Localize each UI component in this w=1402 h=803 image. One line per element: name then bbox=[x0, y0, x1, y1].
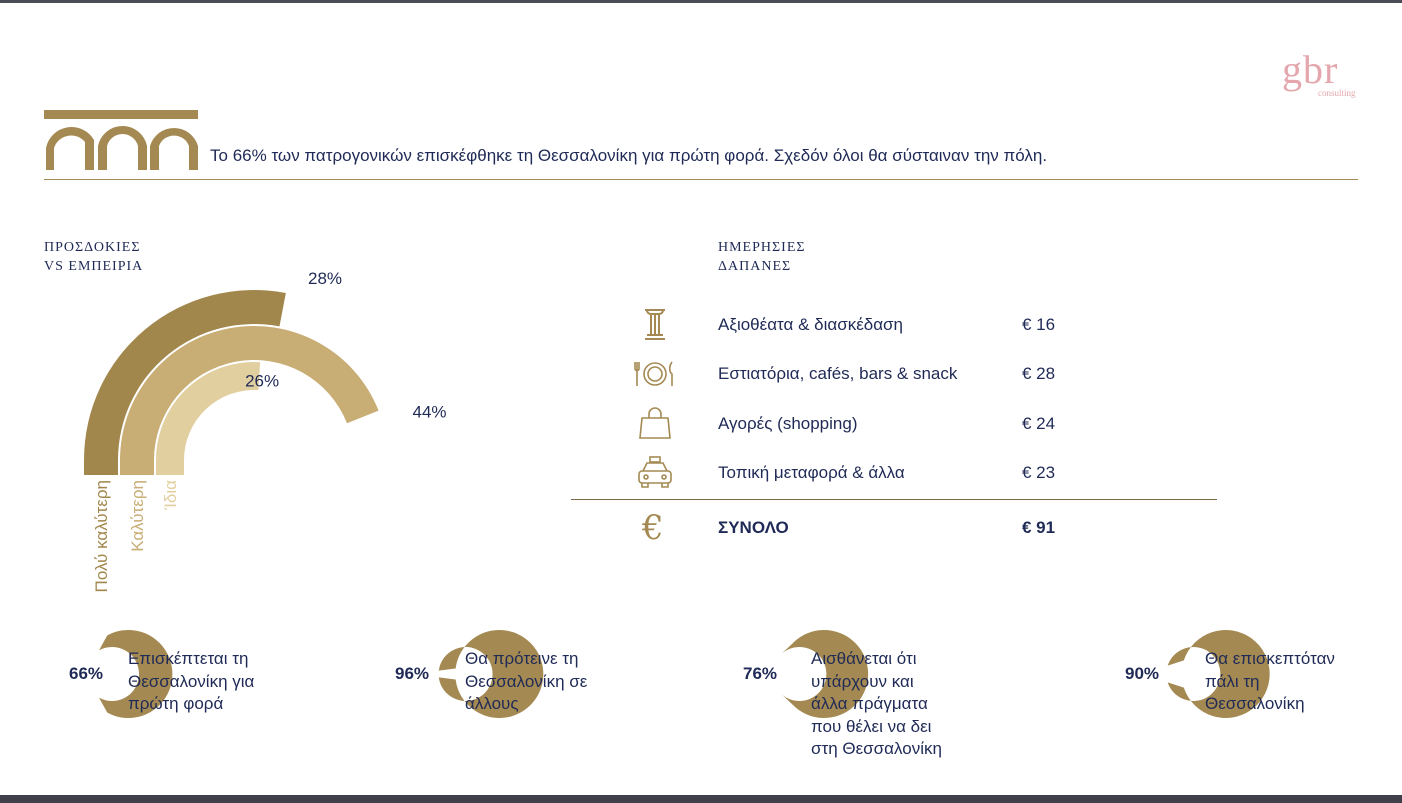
expense-row-total bbox=[620, 508, 1220, 548]
euro-icon: € bbox=[642, 508, 664, 548]
radial-bar-value-label: 26% bbox=[245, 371, 280, 391]
expense-label: Αξιοθέατα & διασκέδαση bbox=[718, 315, 904, 334]
expense-label: Εστιατόρια, cafés, bars & snack bbox=[718, 364, 958, 383]
expense-value: € 23 bbox=[1022, 463, 1056, 482]
bottom-border bbox=[0, 795, 1402, 803]
stat-percent: 76% bbox=[742, 664, 778, 683]
radial-bar-value-label: 44% bbox=[412, 402, 447, 422]
header-divider bbox=[44, 179, 1358, 180]
logo-sub-text: consulting bbox=[1318, 88, 1356, 98]
radial-bar-category-label: Καλύτερη bbox=[128, 480, 147, 552]
stat-text: Θα πρότεινε τη Θεσσαλονίκη σε άλλους bbox=[465, 649, 588, 713]
expense-row-restaurants bbox=[620, 354, 1220, 394]
stat-text: Αισθάνεται ότι υπάρχουν και άλλα πράγματα που θέλει να δει στη Θεσσαλονίκη bbox=[811, 649, 942, 758]
expectations-radial-chart bbox=[44, 260, 447, 600]
expense-row-transport bbox=[620, 453, 1220, 493]
stat-percent: 66% bbox=[68, 664, 104, 683]
stat-more-to-see bbox=[714, 628, 994, 758]
stat-recommend bbox=[366, 628, 646, 758]
expectations-title-line1: ΠΡΟΣΔΟΚΙΕΣ bbox=[44, 240, 141, 255]
expenses-title-line2: ΔΑΠΑΝΕΣ bbox=[718, 259, 792, 274]
taxi-icon bbox=[634, 453, 676, 493]
expenses-title bbox=[718, 238, 806, 276]
stat-visit-again bbox=[1096, 628, 1376, 758]
expenses-total-divider bbox=[571, 499, 1217, 500]
radial-bar-value-label: 28% bbox=[308, 269, 343, 289]
expense-row-shopping bbox=[620, 404, 1220, 444]
stat-percent: 90% bbox=[1124, 664, 1160, 683]
radial-bar-category-label: Πολύ καλύτερη bbox=[92, 480, 111, 593]
top-border bbox=[0, 0, 1402, 3]
expense-value: € 28 bbox=[1022, 364, 1056, 383]
expenses-title-line1: ΗΜΕΡΗΣΙΕΣ bbox=[718, 240, 806, 255]
stat-percent: 96% bbox=[394, 664, 430, 683]
shopping-bag-icon bbox=[634, 404, 676, 444]
expense-value: € 24 bbox=[1022, 414, 1056, 433]
stat-first-visit bbox=[40, 628, 300, 758]
logo-main-text: gbr bbox=[1282, 47, 1339, 92]
expense-total-label: ΣΥΝΟΛΟ bbox=[718, 518, 789, 537]
gbr-logo bbox=[1282, 47, 1366, 102]
expectations-title-line2: VS ΕΜΠΕΙΡΙΑ bbox=[44, 259, 144, 274]
headline: Το 66% των πατρογονικών επισκέφθηκε τη Θεσσαλονίκη για πρώτη φορά. Σχεδόν όλοι θα σύσταιναν την πόλη. bbox=[210, 146, 1048, 165]
arches-icon bbox=[44, 110, 200, 170]
expense-label: Αγορές (shopping) bbox=[718, 414, 858, 433]
radial-bar-category-label: Ίδια bbox=[161, 480, 180, 510]
expense-value: € 16 bbox=[1022, 315, 1056, 334]
plate-cutlery-icon bbox=[634, 354, 676, 394]
stat-text: Θα επισκεπτόταν πάλι τη Θεσσαλονίκη bbox=[1205, 649, 1335, 713]
expense-label: Τοπική μεταφορά & άλλα bbox=[718, 463, 905, 482]
expense-total-value: € 91 bbox=[1022, 518, 1056, 537]
column-icon bbox=[634, 305, 676, 345]
expense-row-sights bbox=[620, 305, 1220, 345]
stat-text: Επισκέπτεται τη Θεσσαλονίκη για πρώτη φορά bbox=[128, 649, 255, 713]
